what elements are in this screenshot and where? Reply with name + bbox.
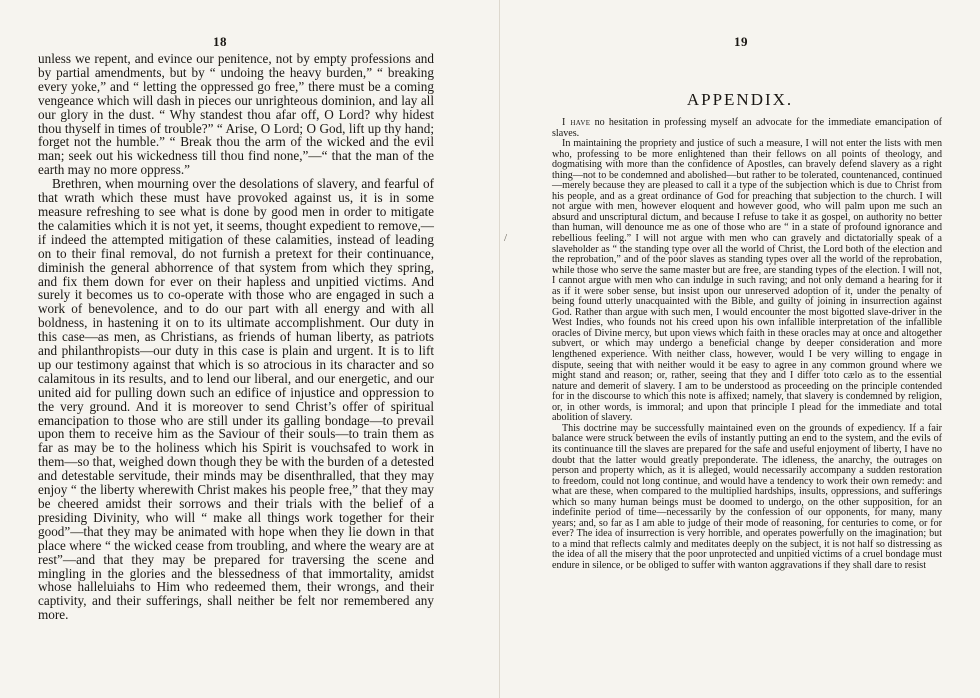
right-paragraph (552, 118, 942, 139)
right-paragraph-text: no hesitation in professing myself an advocate for the immediate emancipation of slaves. (552, 117, 942, 139)
right-page-body (552, 118, 942, 572)
left-paragraph: Brethren, when mourning over the desolations of slavery, and fearful of that wrath which these must have provoked against us, it is in some measure refreshing to see what is done by good men in order to mitigate the calamities which it is not yet, it seems, thought expedient to remove,—if indeed the attempted mitigation of these calamities, instead of leading on to their final removal, do not furnish a pretext for their continuance, diminish the general abhorrence of that system from which they spring, and fix them down for ever on their hapless and unpitied victims. And surely it becomes us to co-operate with those who are engaged in such a work of benevolence, and to do our part with all energy and with all boldness, in hastening it on to its ultimate accomplishment. Our duty in this case—as men, as Christians, as friends of human liberty, as patriots and philanthropists—our duty in this case is plain and urgent. It is to lift up our testimony against that which is so atrocious in its character and so calamitous in its results, and to lend our liberal, and our energetic, and our united aid for pulling down such an edifice of injustice and oppression to the very ground. And it is moreover to send Christ’s offer of spiritual emancipation to those who are still under its galling bondage—to prevail upon them to receive him as the Saviour of their souls—to train them as far as may be to the holiness which his Spirit is vouchsafed to work in them—so that, weighed down though they be with the burden of a detested and detestable servitude, their minds may be disenthralled, that they may enjoy “ the liberty wherewith Christ makes his people free,” that they may be cheered amidst their sorrows and their trials with the belief of a presiding Divinity, who will “ make all things work together for their good”—that they may be animated with hope when they lie down in that place where “ the wicked cease from troubling, and where the weary are at rest”—and that they may be prepared for traversing the scene and mingling in the glories and the blessedness of that immortality, amidst whose halleluiahs to Him who redeemed them, their wrongs, and their captivity, and their sufferings, shall neither be felt nor remembered any more. (38, 176, 434, 623)
left-paragraph: unless we repent, and evince our penitence, not by empty professions and by partial amendments, but by “ undoing the heavy burden,” “ breaking every yoke,” and “ letting the oppressed go free,” there must be a coming vengeance which will dash in pieces our unrighteous dominion, and lay all our glory in the dust. “ Why standest thou afar off, O Lord? why hidest thou thyself in times of trouble?” “ Arise, O Lord; O God, lift up thy hand; forget not the humble.” “ Break thou the arm of the wicked and the evil man; seek out his wickedness till thou find none,”—“ that the man of the earth may no more oppress.” (38, 51, 434, 178)
page-number-right: 19 (734, 34, 748, 49)
left-page-body (38, 52, 434, 622)
appendix-heading: APPENDIX. (686, 90, 794, 109)
margin-mark: / (504, 232, 508, 244)
page-number-left: 18 (213, 34, 227, 49)
right-paragraph: In maintaining the propriety and justice of such a measure, I will not enter the lists with men who, professing to be more enlightened than their fellows on all points of theology, and dogmatising with more than the confidence of Apostles, can bravely defend slavery as a right thing—not to be condemned and abolished—but rather to be tolerated, countenanced, continued—merely because they are pleased to call it a type of the subjection which is due to Christ from his people, and as a great ordinance of God for preaching that subjection to the church. I will not argue with men, however eloquent and however good, who will palm upon me such an absurd and unscriptural dictum, and because I refuse to take it as gospel, on authority no better than human, will denounce me as one of those who are “ in a state of profound ignorance and rebellious feeling.” I will not argue with men who can gravely and dictatorially speak of a slaveholder as “ the standing type over all the world of Christ, the Lord both of the election and the reprobation,” and of the poor slaves as standing types over all the world of the reprobation, while those who serve the same master but are free, are standing types of the election. I will not, I cannot argue with men who can indulge in such raving; and not only demand a hearing for it as if it were sober sense, but insist upon our unreserved adoption of it, under the penalty of being found utterly unacquainted with the Bible, and guilty of joining in insurrection against God. Rather than argue with such men, I would encounter the most bigotted slave-driver in the West Indies, who founds not his creed upon his own infallible interpretation of the infallible oracles of Divine mercy, but upon views which faith in these oracles may at once and altogether subvert, or which may undergo a beneficial change by deeper consideration and more lengthened experience. With neither class, however, would I be very willing to engage in dispute, seeing that with neither would it be easy to agree in any common ground where we might stand and reason; or, rather, seeing that they and I differ toto cælo as to the essential nature and demerit of slavery. I am to be understood as proceeding on the principle contended for in the discourse to which this note is affixed; namely, that slavery is condemned by religion, or, in other words, is immoral; and upon that principle I plead for the immediate and total abolition of slavery. (552, 138, 942, 424)
right-paragraph: This doctrine may be successfully maintained even on the grounds of expediency. If a fair balance were struck between the evils of instantly putting an end to the system, and the evils of its continuance till the slaves are prepared for the safe and useful enjoyment of liberty, I have no doubt that the latter would greatly preponderate. The idleness, the anarchy, the outrages on person and property which, as it is alleged, would necessarily accompany a sudden restoration to freedom, could not long continue, and would have a tendency to work their own remedy: and what are these, when compared to the multiplied hardships, insults, oppressions, and sufferings which so many human beings must be doomed to undergo, on the other supposition, for an indefinite period of time—necessarily by the confession of our opponents, for many, many years; and, so far as I am able to judge of their mode of reasoning, for centuries to come, or for ever? The idea of insurrection is very horrible, and operates powerfully on the imagination; but to a mind that reflects calmly and meditates deeply on the subject, it is not half so distressing as the idea of all the misery that the poor unprotected and unpitied victims of a cruel bondage must endure in silence, or be obliged to suffer with wanton aggravations if they shall dare to resist (552, 422, 942, 571)
lead-smallcaps: I have (562, 117, 591, 128)
right-page (500, 0, 980, 698)
